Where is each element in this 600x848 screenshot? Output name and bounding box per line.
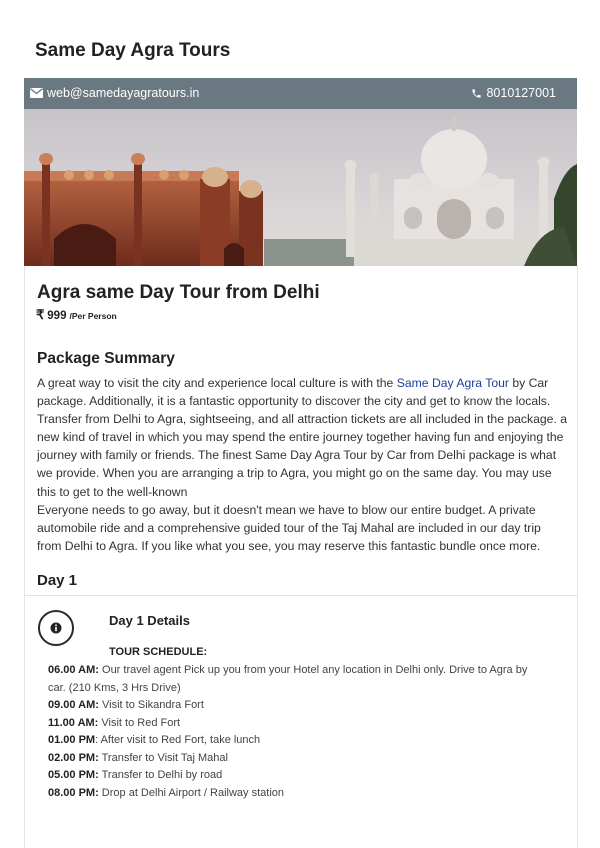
schedule-title: TOUR SCHEDULE: [109, 646, 208, 658]
envelope-icon [30, 88, 43, 98]
tour-title: Agra same Day Tour from Delhi [37, 282, 320, 303]
email-link[interactable] [30, 86, 199, 100]
summary-intro: A great way to visit the city and experience local culture is with the [37, 376, 397, 390]
phone-icon [471, 88, 482, 99]
schedule-time: 11.00 AM: [48, 716, 99, 729]
price-amount: 999 [47, 310, 67, 322]
price-unit: /Per Person [69, 311, 117, 321]
schedule-text: Drop at Delhi Airport / Railway station [98, 786, 284, 799]
schedule-time: 05.00 PM: [48, 769, 99, 781]
schedule-time: 08.00 PM: [48, 786, 99, 799]
summary-heading: Package Summary [37, 350, 175, 367]
schedule-list [48, 662, 548, 802]
day-divider [25, 595, 577, 596]
schedule-item [48, 715, 548, 733]
schedule-text: Visit to Sikandra Fort [98, 699, 204, 711]
schedule-time: 06.00 AM: [48, 664, 99, 676]
schedule-time: 01.00 PM [48, 734, 96, 746]
phone-text: 8010127001 [486, 86, 556, 100]
summary-text [37, 374, 567, 555]
day-details-title: Day 1 Details [109, 613, 190, 628]
schedule-item [48, 767, 548, 785]
rupee-icon: ₹ [36, 307, 45, 322]
info-icon [38, 610, 74, 646]
schedule-item [48, 732, 548, 750]
day-heading: Day 1 [37, 572, 78, 589]
site-title: Same Day Agra Tours [35, 40, 231, 61]
contact-bar [24, 78, 577, 109]
schedule-text: Our travel agent Pick up you from your Hotel any location in Delhi only. Drive to Agra by car. (210 Kms, 3 Hrs Drive) [48, 664, 528, 694]
schedule-text: Transfer to Delhi by road [98, 769, 223, 781]
summary-body: by Car package. Additionally, it is a fantastic opportunity to discover the city and get to know the locals. Transfer from Delhi to Agra, sightseeing, and all attraction tickets are all included in the package. a new kind of travel in which you may spend the entire journey together having fun and enjoying the journey with family or friends. The finest Same Day Agra Tour by Car from Delhi package is what we provide. When you are arranging a trip to Agra, you might go on the same day. You may use this to get to the well-known [37, 376, 567, 499]
taj-mahal-photo [24, 109, 577, 266]
tour-card [24, 266, 578, 848]
tour-price [36, 307, 117, 323]
schedule-item [48, 750, 548, 768]
schedule-text: : After visit to Red Fort, take lunch [95, 734, 261, 746]
schedule-text: Transfer to Visit Taj Mahal [98, 751, 228, 764]
summary-paragraph-2: Everyone needs to go away, but it doesn't mean we have to blow our entire budget. A private automobile ride and a comprehensive guided tour of the Taj Mahal are included in our day trip from Delhi to Agra. If you like what you see, you may reserve this fantastic bundle once more. [37, 502, 541, 553]
schedule-item [48, 697, 548, 715]
email-text: web@samedayagratours.in [47, 86, 200, 100]
phone-link[interactable] [471, 86, 556, 100]
schedule-item [48, 785, 548, 803]
schedule-time: 02.00 PM: [48, 751, 99, 764]
schedule-text: Visit to Red Fort [98, 716, 181, 729]
schedule-time: 09.00 AM: [48, 699, 99, 711]
same-day-agra-tour-link[interactable]: Same Day Agra Tour [396, 376, 509, 390]
schedule-item [48, 662, 548, 697]
